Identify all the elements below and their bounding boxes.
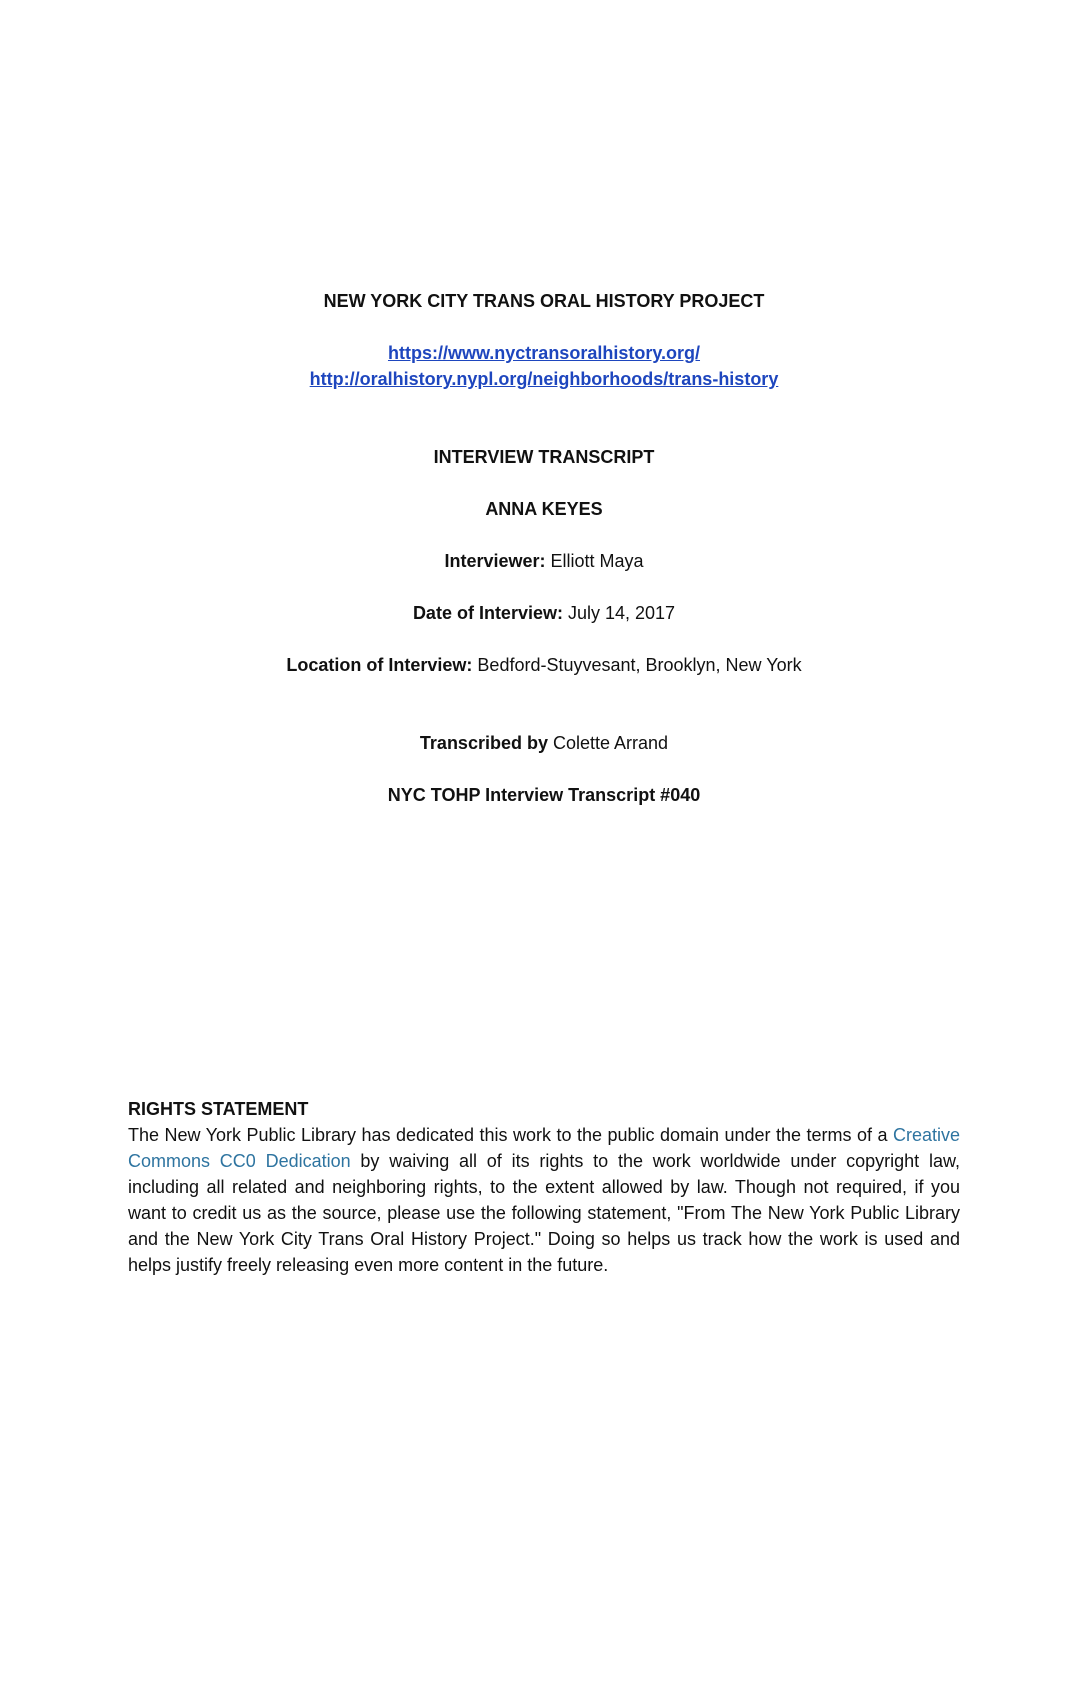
transcriber-name: Colette Arrand xyxy=(547,733,669,753)
project-links xyxy=(128,340,960,392)
date-value: July 14, 2017 xyxy=(562,603,676,623)
interviewer-line xyxy=(128,548,960,574)
rights-heading: RIGHTS STATEMENT xyxy=(128,1099,309,1119)
interviewer-value: Elliott Maya xyxy=(545,551,644,571)
location-value: Bedford-Stuyvesant, Brooklyn, New York xyxy=(472,655,802,675)
interviewee-name: ANNA KEYES xyxy=(485,499,603,519)
secondary-url-link[interactable]: http://oralhistory.nypl.org/neighborhoods/trans-history xyxy=(309,369,779,389)
transcribed-label: Transcribed by xyxy=(419,733,548,753)
rights-body xyxy=(128,1122,960,1278)
transcribed-line xyxy=(128,730,960,756)
primary-url-link[interactable]: https://www.nyctransoralhistory.org/ xyxy=(387,343,701,363)
location-line xyxy=(128,652,960,678)
interviewer-label: Interviewer: xyxy=(444,551,546,571)
location-label: Location of Interview: xyxy=(286,655,473,675)
transcript-number: NYC TOHP Interview Transcript #040 xyxy=(387,785,701,805)
rights-section xyxy=(128,1096,960,1278)
date-label: Date of Interview: xyxy=(412,603,563,623)
rights-text-before-link: The New York Public Library has dedicated this work to the public domain under the terms of a xyxy=(128,1125,893,1145)
project-title: NEW YORK CITY TRANS ORAL HISTORY PROJECT xyxy=(323,291,765,311)
rights-text-after-link: by waiving all of its rights to the work worldwide under copyright law, including all related and neighboring rights, to the extent allowed by law. Though not required, if you want to credit us as the source, please use the following statement, "From The New York Public Library and the New York City Trans Oral History Project." Doing so helps us track how the work is used and helps justify freely releasing even more content in the future. xyxy=(128,1151,960,1275)
cc0-dedication-link[interactable]: Creative Commons CC0 Dedication xyxy=(128,1125,960,1171)
document-page xyxy=(0,288,1088,1696)
date-line xyxy=(128,600,960,626)
transcript-heading: INTERVIEW TRANSCRIPT xyxy=(433,447,655,467)
